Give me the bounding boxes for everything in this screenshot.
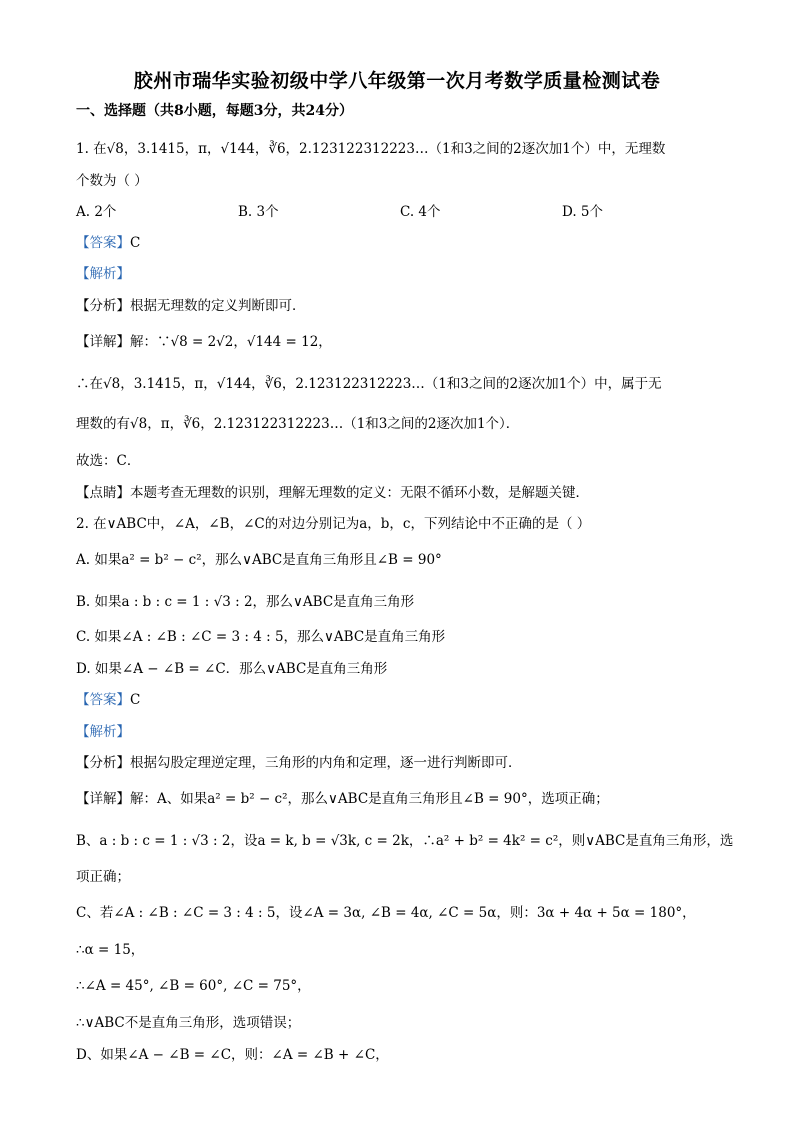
q2-analysis-tag: 【解析】 — [76, 724, 130, 740]
q1-stem-line1: 1. 在√8，3.1415，π，√144，∛6，2.123122312223…（1和3之间的2逐次加1个）中，无理数 — [76, 141, 666, 157]
q1-option-b: B. 3个 — [238, 204, 279, 220]
q2-detail-line2: B、a : b : c = 1 : √3 : 2，设a = k, b = √3k, c = 2k，∴a² + b² = 4k² = c²，则∨ABC是直角三角形，选 — [76, 833, 734, 849]
q2-fenxi: 【分析】根据勾股定理逆定理，三角形的内角和定理，逐一进行判断即可． — [76, 755, 522, 771]
q2-option-a: A. 如果a² = b² − c²，那么∨ABC是直角三角形且∠B = 90° — [76, 552, 442, 568]
q2-detail-line4: C、若∠A : ∠B : ∠C = 3 : 4 : 5，设∠A = 3α, ∠B = 4α, ∠C = 5α，则：3α + 4α + 5α = 180°， — [76, 905, 696, 921]
q2-answer — [76, 690, 140, 710]
q2-detail-line7: ∴∨ABC不是直角三角形，选项错误； — [76, 1015, 301, 1031]
page-title: 胶州市瑞华实验初级中学八年级第一次月考数学质量检测试卷 — [133, 70, 661, 92]
answer-value: C — [130, 692, 141, 708]
q2-option-b: B. 如果a : b : c = 1 : √3 : 2，那么∨ABC是直角三角形 — [76, 594, 415, 610]
q2-stem: 2. 在∨ABC中，∠A，∠B，∠C的对边分别记为a，b，c，下列结论中不正确的是（ ） — [76, 516, 591, 532]
q1-detail-line3: 理数的有√8，π，∛6，2.123122312223…（1和3之间的2逐次加1个）． — [76, 416, 520, 432]
q1-comment: 【点睛】本题考查无理数的识别，理解无理数的定义：无限不循环小数，是解题关键． — [76, 485, 589, 501]
q1-detail-line2: ∴在√8，3.1415，π，√144，∛6，2.123122312223…（1和3之间的2逐次加1个）中，属于无 — [76, 376, 662, 392]
q1-option-d: D. 5个 — [562, 204, 604, 220]
q2-detail-line5: ∴α = 15， — [76, 942, 145, 958]
q2-option-c: C. 如果∠A : ∠B : ∠C = 3 : 4 : 5，那么∨ABC是直角三角形 — [76, 629, 446, 645]
q1-stem-line2: 个数为（ ） — [76, 173, 148, 189]
q2-option-d: D. 如果∠A − ∠B = ∠C．那么∨ABC是直角三角形 — [76, 661, 388, 677]
q1-analysis-tag: 【解析】 — [76, 266, 130, 282]
q1-option-a: A. 2个 — [76, 204, 117, 220]
q2-detail-line1: 【详解】解：A、如果a² = b² − c²，那么∨ABC是直角三角形且∠B = 90°，选项正确； — [76, 791, 609, 807]
q1-option-c: C. 4个 — [400, 204, 441, 220]
q1-choose: 故选：C． — [76, 453, 141, 469]
q1-answer — [76, 233, 140, 253]
answer-tag: 【答案】 — [76, 692, 130, 708]
section-heading: 一、选择题（共8小题，每题3分，共24分） — [76, 103, 353, 119]
q1-fenxi: 【分析】根据无理数的定义判断即可． — [76, 298, 306, 314]
answer-value: C — [130, 235, 141, 251]
q2-detail-line3: 项正确； — [76, 869, 130, 885]
q1-detail-line1: 【详解】解：∵√8 = 2√2，√144 = 12， — [76, 334, 332, 350]
q2-detail-line6: ∴∠A = 45°, ∠B = 60°, ∠C = 75°， — [76, 978, 311, 994]
answer-tag: 【答案】 — [76, 235, 130, 251]
q2-detail-line8: D、如果∠A − ∠B = ∠C，则：∠A = ∠B + ∠C， — [76, 1047, 389, 1063]
